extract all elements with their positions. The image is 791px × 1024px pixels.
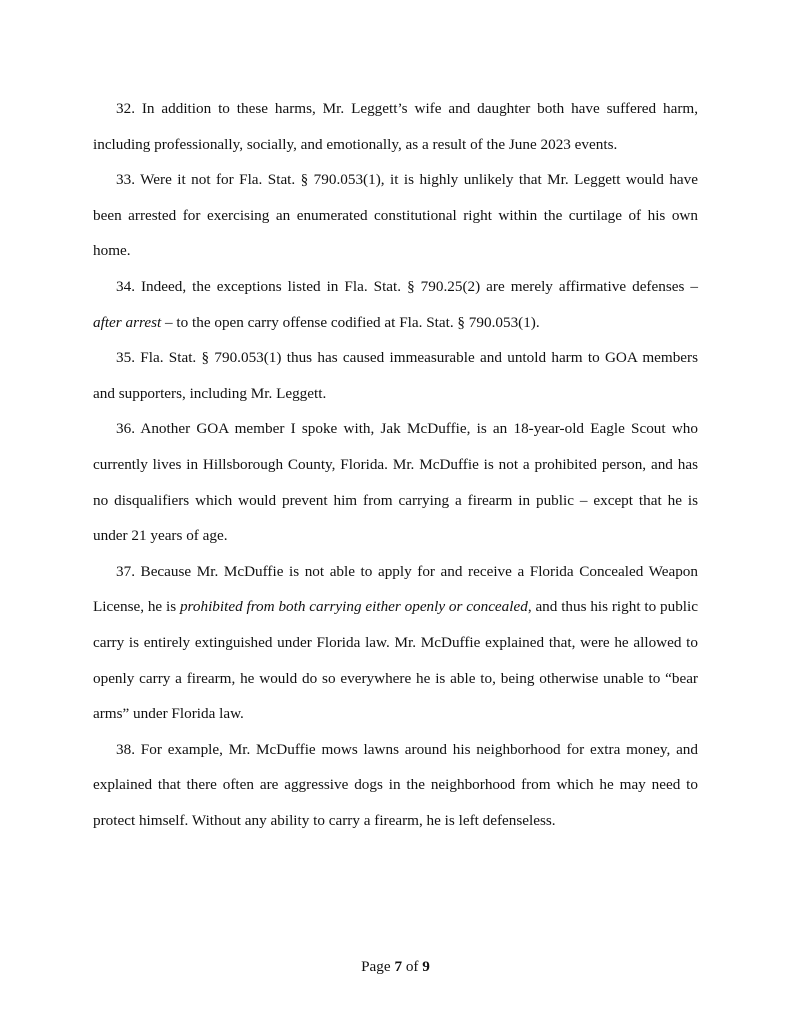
paragraph-35 — [93, 340, 698, 411]
paragraph-text: 35. Fla. Stat. § 790.053(1) thus has caused immeasurable and untold harm to GOA members and supporters, including Mr. Leggett. — [93, 349, 698, 402]
paragraph-36 — [93, 411, 698, 553]
paragraph-text: – to the open carry offense codified at Fla. Stat. § 790.053(1). — [161, 313, 540, 331]
current-page-number: 7 — [394, 958, 403, 975]
total-page-count: 9 — [422, 958, 430, 975]
page-footer — [0, 958, 791, 976]
paragraph-32 — [93, 91, 698, 162]
italic-emphasis: prohibited from both carrying either openly or concealed — [179, 598, 528, 616]
paragraph-text: 34. Indeed, the exceptions listed in Fla. Stat. § 790.25(2) are merely affirmative defenses – — [116, 277, 698, 295]
paragraph-34 — [93, 269, 698, 340]
paragraph-33 — [93, 162, 698, 269]
paragraph-text: 36. Another GOA member I spoke with, Jak McDuffie, is an 18-year-old Eagle Scout who currently lives in Hillsborough County, Florida. Mr. McDuffie is not a prohibited person, and has no disqualifiers which would prevent him from carrying a firearm in public – except that he is under 21 years of age. — [93, 420, 698, 545]
paragraph-text: 33. Were it not for Fla. Stat. § 790.053(1), it is highly unlikely that Mr. Leggett would have been arrested for exercising an enumerated constitutional right within the curtilage of his own home. — [93, 171, 698, 260]
document-body — [93, 91, 698, 838]
paragraph-38 — [93, 732, 698, 839]
paragraph-text: 38. For example, Mr. McDuffie mows lawns around his neighborhood for extra money, and explained that there often are aggressive dogs in the neighborhood from which he may need to protect himself. Without any ability to carry a firearm, he is left defenseless. — [93, 740, 698, 829]
page-separator: of — [402, 958, 423, 975]
paragraph-text: 32. In addition to these harms, Mr. Leggett’s wife and daughter both have suffered harm, including professionally, socially, and emotionally, as a result of the June 2023 events. — [93, 100, 698, 153]
paragraph-text: , and thus his right to public carry is entirely extinguished under Florida law. Mr. McDuffie explained that, were he allowed to openly carry a firearm, he would do so everywhere he is able to, being otherwise unable to “bear arms” under Florida law. — [93, 598, 698, 723]
paragraph-text: 37. Because Mr. McDuffie is not able to apply for and receive a Florida Concealed Weapon License, he is — [93, 562, 698, 616]
italic-emphasis: after arrest — [93, 313, 162, 331]
page-label: Page — [361, 958, 395, 975]
paragraph-37 — [93, 554, 698, 732]
